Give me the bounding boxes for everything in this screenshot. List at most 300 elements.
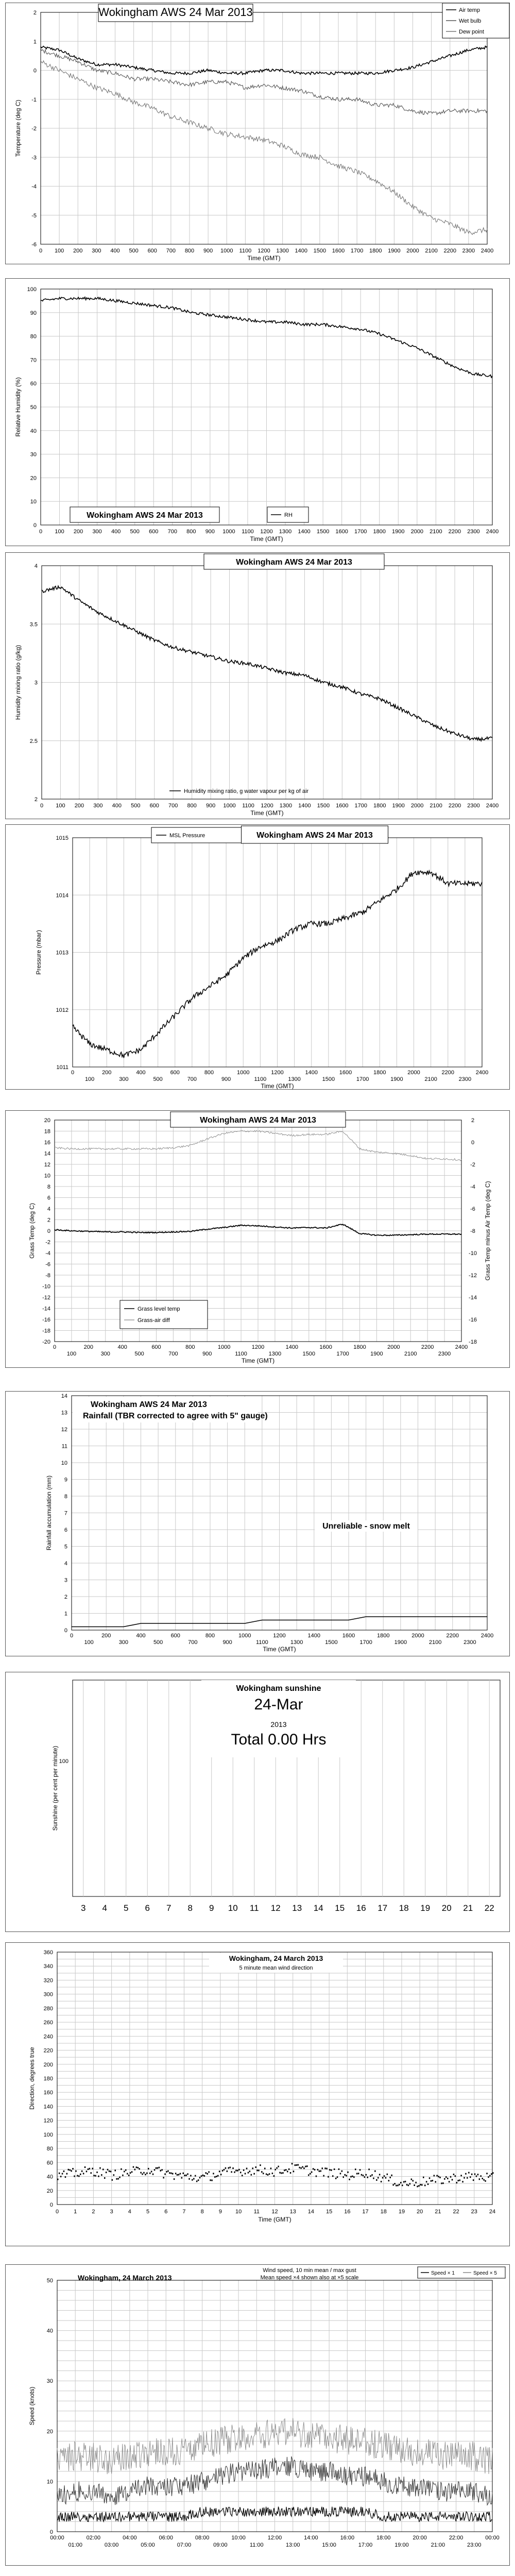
- speed-ytick-2: 20: [46, 2428, 53, 2435]
- grass-r-ytick-3: -12: [469, 1273, 477, 1279]
- dir-title: Wokingham, 24 March 2013: [229, 1954, 323, 1962]
- grass-u-xtick-3: 600: [151, 1344, 161, 1350]
- pres-ytick-2: 1013: [56, 950, 68, 956]
- temp-legend-0: Air temp: [459, 7, 480, 13]
- temp-xtick-4: 400: [110, 248, 120, 254]
- temp-xtick-24: 2400: [480, 248, 494, 254]
- rh-xtick-7: 700: [167, 529, 177, 535]
- temp-xtick-23: 2300: [462, 248, 475, 254]
- hmr-xtick-16: 1600: [336, 803, 349, 809]
- dir-ytick-4: 80: [46, 2146, 53, 2153]
- grass-u-xtick-8: 1600: [319, 1344, 332, 1350]
- temp-xtick-6: 600: [147, 248, 157, 254]
- sun-xtick-11: 14: [313, 1903, 323, 1913]
- temp-ytick-6: 0: [33, 67, 37, 74]
- temp-ytick-7: 1: [33, 39, 37, 45]
- hmr-ytick-4: 4: [34, 563, 38, 569]
- panel-pressure: [5, 824, 510, 1090]
- speed-ylabel: Speed (knots): [28, 2386, 36, 2426]
- rh-ytick-8: 80: [30, 333, 37, 340]
- grass-ytick-3: -14: [42, 1306, 50, 1312]
- panel-mixing-ratio: [5, 552, 510, 819]
- sun-xtick-7: 10: [228, 1903, 238, 1913]
- pres-u-xtick-6: 1200: [271, 1070, 284, 1076]
- grass-legend-0: Grass level temp: [138, 1306, 180, 1312]
- grass-u-xtick-1: 200: [83, 1344, 94, 1350]
- hmr-xtick-6: 600: [149, 803, 159, 809]
- rh-xtick-3: 300: [92, 529, 102, 535]
- grass-l-xtick-10: 2100: [404, 1351, 417, 1357]
- pres-l-xtick-4: 900: [221, 1076, 231, 1082]
- pres-l-xtick-2: 500: [153, 1076, 163, 1082]
- pres-l-xtick-3: 700: [187, 1076, 197, 1082]
- dir-ytick-14: 280: [43, 2005, 53, 2012]
- temp-xlabel: Time (GMT): [247, 255, 281, 262]
- grass-r-ytick-1: -16: [469, 1317, 477, 1323]
- rain-ytick-7: 7: [64, 1510, 67, 1517]
- temp-xtick-5: 500: [129, 248, 139, 254]
- rh-xtick-13: 1300: [279, 529, 292, 535]
- dir-xtick-3: 3: [110, 2209, 113, 2215]
- speed-xtick-l-10: 21:00: [431, 2542, 445, 2548]
- pres-l-xtick-6: 1300: [288, 1076, 301, 1082]
- pres-ytick-0: 1011: [56, 1064, 68, 1071]
- rain-u-xtick-12: 2400: [480, 1633, 494, 1639]
- rain-ytick-8: 8: [64, 1494, 67, 1500]
- grass-ytick-12: 4: [47, 1206, 50, 1212]
- sun-xtick-18: 21: [463, 1903, 473, 1913]
- pres-l-xtick-1: 300: [119, 1076, 129, 1082]
- chart-wind-speed: [6, 2265, 509, 2565]
- dir-ytick-3: 60: [46, 2160, 53, 2166]
- rain-l-xtick-11: 2300: [464, 1639, 476, 1646]
- sun-year: 2013: [270, 1720, 287, 1728]
- temp-xtick-19: 1900: [388, 248, 401, 254]
- dir-xtick-22: 22: [453, 2209, 459, 2215]
- grass-u-xtick-0: 0: [53, 1344, 57, 1350]
- pres-l-xtick-8: 1700: [356, 1076, 369, 1082]
- speed-legend-0: Speed × 1: [431, 2270, 455, 2276]
- temp-xtick-22: 2200: [443, 248, 456, 254]
- temp-xtick-2: 200: [73, 248, 83, 254]
- rain-u-xtick-3: 600: [170, 1633, 180, 1639]
- dir-ytick-5: 100: [43, 2131, 53, 2138]
- dir-ytick-13: 260: [43, 2020, 53, 2026]
- grass-l-xtick-8: 1700: [336, 1351, 349, 1357]
- dir-xtick-21: 21: [435, 2209, 441, 2215]
- grass-u-xtick-6: 1200: [251, 1344, 265, 1350]
- panel-grass: [5, 1110, 510, 1368]
- grass-r-ytick-10: 2: [471, 1117, 475, 1124]
- dir-ylabel: Direction, degrees true: [28, 2047, 36, 2110]
- rh-ytick-7: 70: [30, 357, 37, 364]
- dir-xtick-13: 13: [289, 2209, 296, 2215]
- hmr-xtick-14: 1400: [298, 803, 311, 809]
- pres-u-xtick-10: 2000: [407, 1070, 420, 1076]
- sun-xtick-8: 11: [249, 1903, 259, 1913]
- temp-title: Wokingham AWS 24 Mar 2013: [98, 6, 253, 19]
- speed-xtick-l-7: 15:00: [322, 2542, 336, 2548]
- rh-xtick-19: 1900: [392, 529, 405, 535]
- grass-r-ytick-8: -2: [470, 1162, 475, 1168]
- hmr-xtick-13: 1300: [279, 803, 293, 809]
- temp-ytick-1: -5: [31, 212, 37, 219]
- rh-xtick-4: 400: [111, 529, 121, 535]
- temp-xtick-7: 700: [166, 248, 176, 254]
- temp-xtick-21: 2100: [425, 248, 438, 254]
- temp-legend-2: Dew point: [459, 29, 484, 35]
- dir-xtick-8: 8: [200, 2209, 204, 2215]
- speed-xtick-u-12: 00:00: [485, 2535, 500, 2541]
- hmr-xtick-1: 100: [56, 803, 65, 809]
- rain-u-xtick-1: 200: [101, 1633, 111, 1639]
- temp-xtick-8: 800: [184, 248, 195, 254]
- grass-u-xtick-12: 2400: [455, 1344, 468, 1350]
- rh-ytick-1: 10: [30, 499, 37, 505]
- rain-l-xtick-7: 1500: [325, 1639, 338, 1646]
- temp-xtick-17: 1700: [350, 248, 364, 254]
- speed-xtick-u-5: 10:00: [231, 2535, 246, 2541]
- chart-mixing-ratio: [6, 553, 509, 819]
- speed-title: Wokingham, 24 March 2013: [78, 2274, 172, 2282]
- speed-ytick-0: 0: [49, 2529, 53, 2535]
- chart-pressure: [6, 825, 509, 1089]
- rh-ytick-0: 0: [33, 522, 37, 529]
- temp-xtick-9: 900: [203, 248, 213, 254]
- hmr-ytick-0: 2: [34, 796, 38, 803]
- rh-xtick-18: 1800: [373, 529, 386, 535]
- pres-ytick-3: 1014: [56, 892, 68, 899]
- rain-ytick-6: 6: [64, 1527, 67, 1533]
- pres-u-xtick-7: 1400: [305, 1070, 318, 1076]
- rh-xlabel: Time (GMT): [250, 535, 283, 543]
- rh-xtick-16: 1600: [335, 529, 348, 535]
- grass-ytick-13: 6: [47, 1195, 50, 1201]
- sun-xtick-13: 16: [356, 1903, 366, 1913]
- rh-xtick-1: 100: [55, 529, 64, 535]
- dir-xtick-12: 12: [271, 2209, 278, 2215]
- rh-ylabel: Relative Humidity (%): [14, 377, 22, 437]
- grass-u-xtick-11: 2200: [421, 1344, 434, 1350]
- temp-ytick-5: -1: [31, 96, 37, 103]
- rain-ytick-2: 2: [64, 1594, 67, 1600]
- rain-u-xtick-7: 1400: [307, 1633, 320, 1639]
- temp-xtick-20: 2000: [406, 248, 419, 254]
- pres-l-xtick-11: 2300: [458, 1076, 472, 1082]
- rh-xtick-12: 1200: [260, 529, 273, 535]
- speed-subtitle1: Wind speed, 10 min mean / max gust: [263, 2267, 356, 2274]
- grass-ytick-11: 2: [47, 1217, 50, 1224]
- grass-legend-1: Grass-air diff: [138, 1317, 170, 1324]
- dir-ytick-8: 160: [43, 2090, 53, 2096]
- sun-xtick-3: 6: [145, 1903, 150, 1913]
- rain-ytick-9: 9: [64, 1477, 67, 1483]
- rain-ytick-14: 14: [61, 1393, 67, 1399]
- grass-r-ytick-2: -14: [469, 1295, 477, 1301]
- grass-y2label: Grass Temp minus Air Temp (deg C): [484, 1181, 491, 1281]
- speed-xtick-u-1: 02:00: [86, 2535, 101, 2541]
- rain-l-xtick-3: 700: [188, 1639, 198, 1646]
- chart-temperature: [6, 3, 509, 264]
- rh-xtick-17: 1700: [354, 529, 367, 535]
- panel-temperature: [5, 3, 510, 264]
- rain-ytick-3: 3: [64, 1577, 67, 1584]
- grass-l-xtick-2: 500: [134, 1351, 144, 1357]
- pres-l-xtick-10: 2100: [424, 1076, 437, 1082]
- grass-ytick-2: -16: [42, 1317, 50, 1323]
- hmr-xtick-2: 200: [74, 803, 84, 809]
- sun-xtick-4: 7: [166, 1903, 171, 1913]
- temp-xtick-14: 1400: [295, 248, 307, 254]
- dir-xtick-24: 24: [489, 2209, 496, 2215]
- panel-wind-direction: [5, 1942, 510, 2246]
- rain-ytick-11: 11: [61, 1443, 67, 1450]
- speed-xtick-u-0: 00:00: [50, 2535, 64, 2541]
- rain-ytick-13: 13: [61, 1410, 67, 1416]
- pres-ytick-4: 1015: [56, 835, 68, 841]
- speed-subtitle2: Mean speed ×4 shown also at ×5 scale: [260, 2275, 359, 2281]
- pres-l-xtick-7: 1500: [322, 1076, 335, 1082]
- rh-ytick-6: 60: [30, 381, 37, 387]
- rh-ytick-9: 90: [30, 310, 37, 316]
- rain-title: Wokingham AWS 24 Mar 2013: [91, 1400, 207, 1409]
- temp-xtick-12: 1200: [258, 248, 270, 254]
- speed-xtick-l-11: 23:00: [467, 2542, 482, 2548]
- dir-xtick-7: 7: [182, 2209, 186, 2215]
- grass-ytick-9: -2: [45, 1239, 50, 1246]
- rain-u-xtick-2: 400: [136, 1633, 146, 1639]
- temp-xtick-11: 1100: [239, 248, 252, 254]
- rain-u-xtick-10: 2000: [411, 1633, 424, 1639]
- temp-legend-1: Wet bulb: [459, 18, 482, 24]
- rain-l-xtick-5: 1100: [256, 1639, 268, 1646]
- sun-xtick-12: 15: [335, 1903, 345, 1913]
- grass-ytick-16: 12: [44, 1162, 50, 1168]
- rh-xtick-24: 2400: [486, 529, 499, 535]
- speed-xtick-l-9: 19:00: [394, 2542, 409, 2548]
- rh-ytick-3: 30: [30, 451, 37, 458]
- hmr-xlabel: Time (GMT): [250, 809, 284, 817]
- hmr-xtick-10: 1000: [223, 803, 236, 809]
- sun-xtick-9: 12: [270, 1903, 281, 1913]
- temp-ytick-2: -4: [31, 183, 37, 190]
- sun-xtick-14: 17: [377, 1903, 388, 1913]
- rh-ytick-2: 20: [30, 475, 37, 482]
- sun-xtick-16: 19: [420, 1903, 431, 1913]
- hmr-xtick-19: 1900: [392, 803, 405, 809]
- grass-u-xtick-9: 1800: [353, 1344, 366, 1350]
- dir-xtick-11: 11: [253, 2209, 260, 2215]
- grass-ytick-20: 20: [44, 1117, 50, 1124]
- rain-ytick-10: 10: [61, 1460, 67, 1466]
- grass-u-xtick-4: 800: [185, 1344, 195, 1350]
- rain-ytick-4: 4: [64, 1561, 67, 1567]
- dir-ytick-12: 240: [43, 2033, 53, 2040]
- pres-u-xtick-0: 0: [71, 1070, 75, 1076]
- grass-title: Wokingham AWS 24 Mar 2013: [200, 1116, 316, 1125]
- pres-l-xtick-9: 1900: [390, 1076, 403, 1082]
- pres-title: Wokingham AWS 24 Mar 2013: [256, 831, 373, 840]
- pres-u-xtick-9: 1800: [373, 1070, 386, 1076]
- sun-xtick-19: 22: [484, 1903, 494, 1913]
- rh-xtick-5: 500: [130, 529, 140, 535]
- sun-date: 24-Mar: [254, 1696, 303, 1713]
- hmr-xtick-18: 1800: [373, 803, 386, 809]
- pres-u-xtick-11: 2200: [441, 1070, 454, 1076]
- speed-ytick-4: 40: [46, 2328, 53, 2334]
- rain-u-xtick-11: 2200: [446, 1633, 459, 1639]
- hmr-xtick-11: 1100: [242, 803, 254, 809]
- rain-l-xtick-4: 900: [222, 1639, 232, 1646]
- chart-grass: [6, 1111, 509, 1367]
- grass-l-xtick-0: 100: [66, 1351, 77, 1357]
- dir-xtick-1: 1: [74, 2209, 77, 2215]
- pres-u-xtick-3: 600: [170, 1070, 180, 1076]
- dir-xtick-5: 5: [146, 2209, 150, 2215]
- rain-l-xtick-10: 2100: [428, 1639, 442, 1646]
- grass-ytick-17: 14: [44, 1150, 50, 1157]
- rh-ytick-4: 40: [30, 428, 37, 434]
- hmr-ytick-1: 2.5: [29, 738, 38, 744]
- temp-ytick-4: -2: [31, 126, 37, 132]
- speed-ytick-3: 30: [46, 2378, 53, 2385]
- temp-xtick-10: 1000: [220, 248, 233, 254]
- chart-rainfall: [6, 1392, 509, 1656]
- grass-ytick-10: 0: [47, 1228, 50, 1234]
- dir-ytick-1: 20: [46, 2188, 53, 2194]
- rain-u-xtick-4: 800: [205, 1633, 215, 1639]
- speed-xtick-u-3: 06:00: [159, 2535, 174, 2541]
- sun-xtick-10: 13: [292, 1903, 302, 1913]
- rain-xlabel: Time (GMT): [263, 1646, 296, 1653]
- speed-xtick-l-2: 05:00: [141, 2542, 155, 2548]
- rh-xtick-22: 2200: [448, 529, 461, 535]
- grass-ytick-0: -20: [42, 1339, 50, 1345]
- dir-xtick-15: 15: [326, 2209, 333, 2215]
- hmr-xtick-9: 900: [205, 803, 216, 809]
- panel-rainfall: [5, 1391, 510, 1656]
- hmr-xtick-20: 2000: [410, 803, 424, 809]
- rain-l-xtick-2: 500: [153, 1639, 163, 1646]
- dir-xtick-14: 14: [307, 2209, 315, 2215]
- pres-l-xtick-0: 100: [84, 1076, 95, 1082]
- temp-xtick-15: 1500: [313, 248, 327, 254]
- speed-xtick-l-8: 17:00: [358, 2542, 373, 2548]
- temp-ylabel: Temperature (deg C): [14, 99, 22, 157]
- pres-u-xtick-8: 1600: [339, 1070, 352, 1076]
- rain-u-xtick-0: 0: [70, 1633, 74, 1639]
- hmr-xtick-24: 2400: [486, 803, 499, 809]
- rain-ylabel: Rainfall accumulation (mm): [45, 1475, 53, 1551]
- rain-l-xtick-1: 300: [118, 1639, 129, 1646]
- pres-xlabel: Time (GMT): [261, 1082, 294, 1089]
- grass-u-xtick-2: 400: [117, 1344, 127, 1350]
- dir-xtick-17: 17: [362, 2209, 369, 2215]
- pres-u-xtick-5: 1000: [237, 1070, 250, 1076]
- hmr-xtick-22: 2200: [448, 803, 461, 809]
- speed-ytick-5: 50: [46, 2278, 53, 2284]
- hmr-xtick-3: 300: [93, 803, 103, 809]
- grass-ytick-18: 16: [44, 1140, 50, 1146]
- sun-ylabel: Sunshine (per cent per minute): [52, 1745, 59, 1831]
- hmr-ytick-3: 3.5: [29, 621, 38, 628]
- grass-l-xtick-7: 1500: [302, 1351, 315, 1357]
- sun-title: Wokingham sunshine: [236, 1684, 321, 1693]
- sun-xtick-17: 20: [441, 1903, 452, 1913]
- rh-xtick-23: 2300: [467, 529, 480, 535]
- hmr-xtick-21: 2100: [430, 803, 442, 809]
- rain-ytick-5: 5: [64, 1544, 67, 1550]
- hmr-ylabel: Humidity mixing ratio (g/kg): [14, 645, 22, 720]
- grass-l-xtick-3: 700: [168, 1351, 178, 1357]
- rh-xtick-11: 1100: [242, 529, 254, 535]
- rain-u-xtick-5: 1000: [238, 1633, 251, 1639]
- panel-sunshine: [5, 1672, 510, 1932]
- dir-ytick-10: 200: [43, 2061, 53, 2068]
- sun-xtick-2: 5: [124, 1903, 129, 1913]
- temp-xtick-13: 1300: [276, 248, 289, 254]
- pres-u-xtick-4: 800: [204, 1070, 214, 1076]
- dir-ytick-6: 120: [43, 2117, 53, 2124]
- rain-u-xtick-6: 1200: [273, 1633, 286, 1639]
- hmr-xtick-8: 800: [187, 803, 197, 809]
- rh-ytick-5: 50: [30, 404, 37, 411]
- dir-xtick-20: 20: [417, 2209, 423, 2215]
- speed-xtick-l-6: 13:00: [285, 2542, 300, 2548]
- panel-humidity: [5, 278, 510, 546]
- temp-ytick-8: 2: [33, 10, 37, 16]
- grass-l-xtick-6: 1300: [268, 1351, 282, 1357]
- grass-ytick-19: 18: [44, 1128, 50, 1135]
- hmr-title: Wokingham AWS 24 Mar 2013: [236, 558, 352, 567]
- grass-ytick-4: -12: [42, 1295, 50, 1301]
- dir-ytick-17: 340: [43, 1963, 53, 1970]
- sun-xtick-15: 18: [399, 1903, 409, 1913]
- grass-xlabel: Time (GMT): [241, 1357, 275, 1364]
- rh-xtick-21: 2100: [430, 529, 442, 535]
- hmr-legend-0: Humidity mixing ratio, g water vapour per kg of air: [184, 788, 309, 794]
- pres-ylabel: Pressure (mbar): [35, 930, 42, 975]
- grass-ytick-14: 8: [47, 1184, 50, 1190]
- grass-ytick-6: -8: [45, 1273, 50, 1279]
- dir-ytick-2: 40: [46, 2174, 53, 2180]
- hmr-ytick-2: 3: [34, 680, 38, 686]
- dir-xtick-10: 10: [235, 2209, 242, 2215]
- dir-xtick-6: 6: [164, 2209, 168, 2215]
- grass-r-ytick-9: 0: [471, 1140, 475, 1146]
- sun-xtick-1: 4: [102, 1903, 107, 1913]
- rain-subtitle: Rainfall (TBR corrected to agree with 5" gauge): [83, 1412, 268, 1420]
- dir-series-0: [57, 2164, 494, 2187]
- grass-ytick-1: -18: [42, 1328, 50, 1334]
- speed-xtick-l-4: 09:00: [213, 2542, 228, 2548]
- hmr-xtick-23: 2300: [467, 803, 480, 809]
- chart-sunshine: [6, 1672, 509, 1931]
- speed-xtick-u-11: 22:00: [449, 2535, 464, 2541]
- speed-xtick-u-8: 16:00: [340, 2535, 355, 2541]
- dir-ytick-9: 180: [43, 2076, 53, 2082]
- hmr-xtick-15: 1500: [317, 803, 330, 809]
- temp-xtick-16: 1600: [332, 248, 345, 254]
- rh-xtick-10: 1000: [222, 529, 235, 535]
- speed-xtick-u-7: 14:00: [304, 2535, 318, 2541]
- rh-xtick-9: 900: [205, 529, 215, 535]
- dir-ytick-18: 360: [43, 1950, 53, 1956]
- pres-ytick-1: 1012: [56, 1007, 68, 1013]
- sun-ytick: 100: [59, 1758, 68, 1765]
- dir-xtick-4: 4: [128, 2209, 131, 2215]
- panel-wind-speed: [5, 2264, 510, 2566]
